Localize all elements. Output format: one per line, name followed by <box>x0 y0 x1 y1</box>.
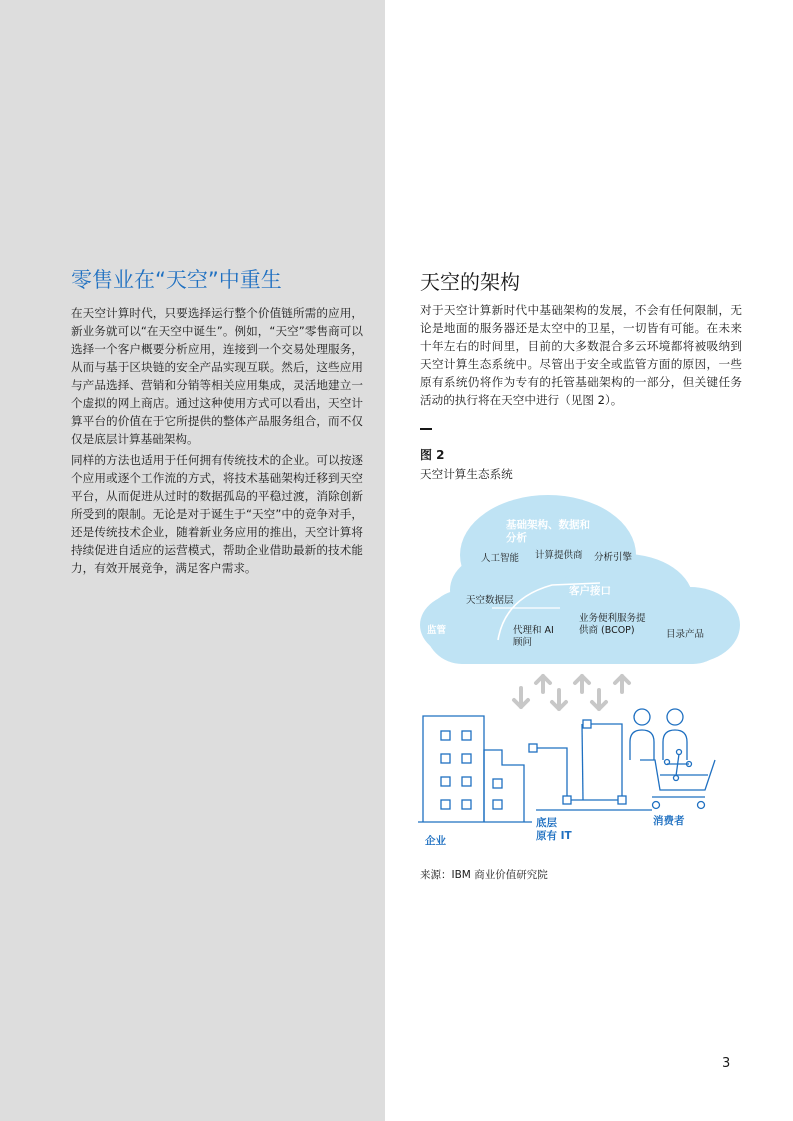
arrows <box>514 676 629 709</box>
up-arrow-icon <box>615 676 629 692</box>
legacy-label-2: 原有 IT <box>536 830 572 842</box>
data-layer-label: 天空数据层 <box>466 595 514 606</box>
right-paragraph: 对于天空计算新时代中基础架构的发展，不会有任何限制，无论是地面的服务器还是太空中的卫星，一切皆有可能。在未来十年左右的时间里，目前的大多数混合多云环境都将被吸纳到天空计算生态系统中。尽管出于安全或监管方面的原因，一些原有系统仍将作为专有的托管基础架构的一部分，但关键任务活动的执行将在天空中进行（见图 2）。 <box>420 303 742 407</box>
legacy-network-icon <box>529 720 652 810</box>
bcop-label-2: 供商 (BCOP) <box>579 625 635 636</box>
down-arrow-icon <box>592 690 606 709</box>
down-arrow-icon <box>514 688 528 707</box>
left-paragraph-1: 在天空计算时代，只要选择运行整个价值链所需的应用，新业务就可以“在天空中诞生”。例如，“天空”零售商可以选择一个客户概要分析应用，连接到一个交易处理服务，从而与基于区块链的安全产品实现互联。然后，这些应用与产品选择、营销和分销等相关应用集成，灵活地建立一个虚拟的网上商店。通过这种使用方式可以看出，天空计算平台的价值在于它所提供的整体产品服务组合，而不仅仅是底层计算基础架构。 <box>71 306 363 446</box>
cloud-header-2: 分析 <box>506 532 527 544</box>
consumer-icon <box>630 709 715 809</box>
agent-label-2: 顾问 <box>513 637 533 648</box>
page-number: 3 <box>722 1056 731 1071</box>
catalog-label: 目录产品 <box>666 629 705 640</box>
agent-label-1: 代理和 AI <box>513 625 554 636</box>
cloud-header-1: 基础架构、数据和 <box>506 519 590 531</box>
enterprise-label: 企业 <box>425 835 446 847</box>
right-section-title: 天空的架构 <box>420 270 520 294</box>
up-arrow-icon <box>536 676 550 692</box>
compute-provider-label: 计算提供商 <box>535 550 583 561</box>
consumer-label: 消费者 <box>653 815 685 827</box>
customer-interface-label: 客户接口 <box>569 585 611 597</box>
ai-label: 人工智能 <box>481 553 520 564</box>
oversight-label: 监管 <box>427 625 447 636</box>
figure-caption: 天空计算生态系统 <box>420 467 513 481</box>
legacy-label-1: 底层 <box>536 817 557 829</box>
down-arrow-icon <box>552 690 566 709</box>
up-arrow-icon <box>575 676 589 692</box>
figure-source: 来源：IBM 商业价值研究院 <box>420 869 548 881</box>
analytics-engine-label: 分析引擎 <box>594 552 633 563</box>
bcop-label-1: 业务便利服务提 <box>579 613 646 624</box>
left-section-title: 零售业在“天空”中重生 <box>71 268 282 292</box>
left-paragraph-2: 同样的方法也适用于任何拥有传统技术的企业。可以按逐个应用或逐个工作流的方式，将技术基础架构迁移到天空平台，从而促进从过时的数据孤岛的平稳过渡，消除创新所受到的限制。无论是对于诞生于“天空”中的竞争对手，还是传统技术企业，随着新业务应用的推出，天空计算将持续促进自适应的运营模式，帮助企业借助最新的技术能力，有效开展竞争，满足客户需求。 <box>71 453 363 575</box>
figure-label: 图 2 <box>420 448 445 462</box>
enterprise-building-icon <box>418 716 532 822</box>
